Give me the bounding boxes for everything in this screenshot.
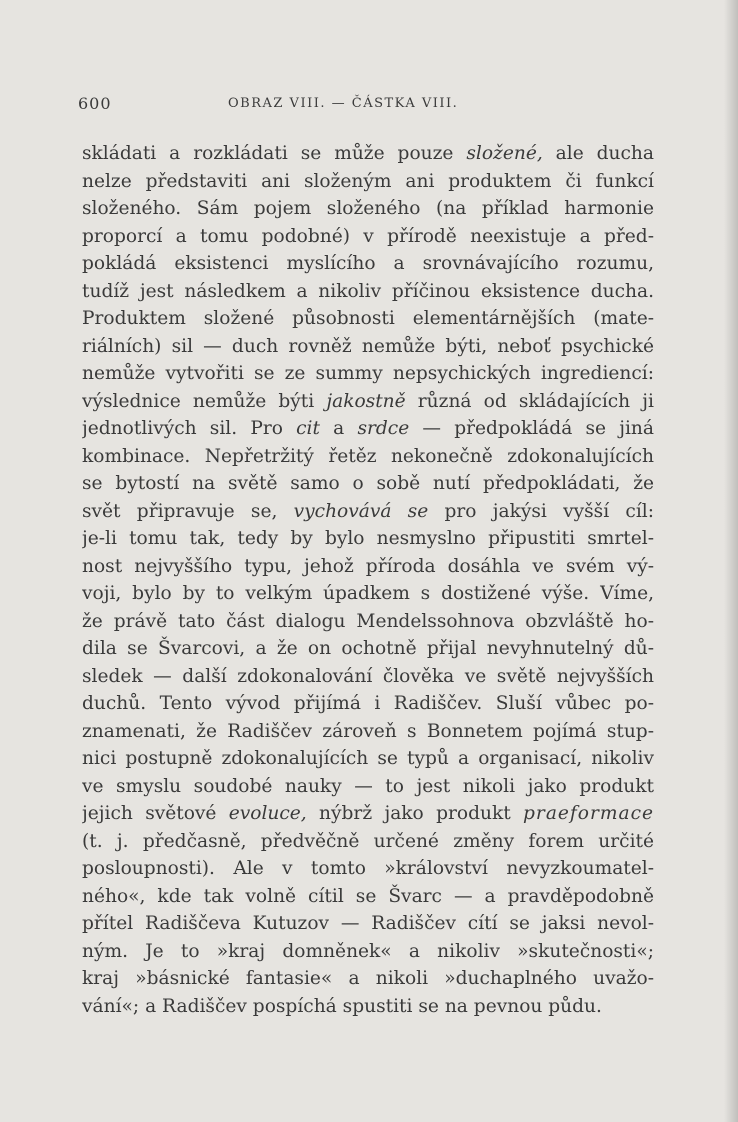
text-segment: je-li tomu tak, tedy by bylo nesmyslno připustiti smrtel- — [82, 528, 654, 549]
text-line — [82, 305, 654, 333]
text-segment: Produktem složené působnosti elementárnějších (mate- — [82, 308, 654, 329]
emphasized-text: praeformace — [523, 803, 654, 824]
text-segment: svět připravuje se, — [82, 500, 294, 522]
text-segment: ale ducha — [542, 143, 654, 164]
text-line — [82, 443, 654, 471]
text-segment: tudíž jest následkem a nikoliv příčinou eksistence ducha. — [82, 280, 654, 302]
text-line — [82, 278, 654, 306]
text-line — [82, 580, 654, 608]
text-line — [82, 525, 654, 553]
text-segment: složeného. Sám pojem složeného (na příklad harmonie — [82, 198, 654, 219]
text-line — [82, 360, 654, 388]
emphasized-text: složené, — [466, 143, 543, 164]
text-segment: pokládá eksistenci myslícího a srovnávajícího rozumu, — [82, 253, 654, 274]
text-segment: sledek — další zdokonalování člověka ve světě nejvyšších — [82, 665, 654, 687]
text-line — [82, 553, 654, 581]
text-line — [82, 388, 654, 416]
text-line — [82, 855, 654, 883]
text-segment: nici postupně zdokonalujících se typů a organisací, nikoliv — [82, 748, 654, 769]
text-segment: kombinace. Nepřetržitý řetěz nekonečně zdokonalujících — [82, 445, 654, 467]
text-line — [82, 333, 654, 361]
text-line — [82, 415, 654, 443]
text-line — [82, 910, 654, 938]
text-segment: riálních) sil — duch rovněž nemůže býti, neboť psychické — [82, 335, 654, 357]
text-segment: přítel Radiščeva Kutuzov — Radiščev cítí se jaksi nevol- — [82, 913, 654, 934]
text-segment: vání«; a Radiščev pospíchá spustiti se na pevnou půdu. — [82, 995, 602, 1017]
text-segment: voji, bylo by to velkým úpadkem s dostižené výše. Víme, — [82, 583, 654, 604]
text-segment: jejich světové — [82, 803, 229, 824]
text-segment: — předpokládá se jiná — [409, 418, 654, 439]
text-line — [82, 718, 654, 746]
text-segment: ného«, kde tak volně cítil se Švarc — a pravděpodobně — [82, 885, 654, 907]
text-segment: dila se Švarcovi, a že on ochotně přijal nevyhnutelný dů- — [82, 638, 654, 659]
text-segment: nemůže vytvořiti se ze summy nepsychických ingrediencí: — [82, 363, 654, 384]
text-line — [82, 690, 654, 718]
text-segment: různá od skládajících ji — [405, 390, 654, 412]
text-segment: nost nejvyššího typu, jehož příroda dosáhla ve svém vý- — [82, 555, 654, 577]
text-line — [82, 250, 654, 278]
emphasized-text: srdce — [357, 418, 410, 439]
text-line — [82, 828, 654, 856]
running-title: OBRAZ VIII. — ČÁSTKA VIII. — [228, 96, 459, 111]
text-segment: kraj »básnické fantasie« a nikoli »duchaplného uvažo- — [82, 968, 654, 989]
page-header — [78, 94, 653, 116]
text-segment: že právě tato část dialogu Mendelssohnova obzvláště ho- — [82, 610, 654, 632]
text-line — [82, 965, 654, 993]
text-segment: znamenati, že Radiščev zároveň s Bonnetem pojímá stup- — [82, 720, 654, 742]
text-line — [82, 608, 654, 636]
text-line — [82, 470, 654, 498]
text-segment: proporcí a tomu podobné) v přírodě neexistuje a před- — [82, 225, 654, 247]
text-segment: výslednice nemůže býti — [82, 390, 327, 412]
emphasized-text: evoluce, — [228, 803, 307, 824]
text-segment: ným. Je to »kraj domněnek« a nikoliv »skutečnosti«; — [82, 940, 654, 962]
text-line — [82, 168, 654, 196]
text-line — [82, 883, 654, 911]
text-segment: jednotlivých sil. Pro — [82, 418, 297, 439]
text-segment: pro jakýsi vyšší cíl: — [428, 500, 654, 522]
text-segment: se bytostí na světě samo o sobě nutí předpokládati, že — [82, 473, 654, 494]
emphasized-text: vychovává se — [293, 500, 429, 522]
text-line — [82, 140, 654, 168]
text-line — [82, 223, 654, 251]
emphasized-text: cit — [296, 418, 320, 439]
text-line — [82, 498, 654, 526]
text-line — [82, 745, 654, 773]
text-segment: ve smyslu soudobé nauky — to jest nikoli jako produkt — [82, 775, 654, 797]
text-line — [82, 663, 654, 691]
text-segment: skládati a rozkládati se může pouze — [82, 143, 467, 164]
emphasized-text: jakostně — [326, 390, 406, 412]
text-segment: nýbrž jako produkt — [306, 803, 524, 824]
page-edge-shadow — [724, 0, 738, 1122]
text-segment: a — [319, 418, 358, 439]
text-line — [82, 938, 654, 966]
text-line — [82, 993, 654, 1021]
text-segment: nelze představiti ani složeným ani produktem či funkcí — [82, 170, 654, 192]
text-line — [82, 635, 654, 663]
text-line — [82, 773, 654, 801]
text-line — [82, 800, 654, 828]
text-segment: (t. j. předčasně, předvěčně určené změny forem určité — [82, 830, 654, 852]
text-line — [82, 195, 654, 223]
body-text — [82, 140, 654, 1020]
page-number: 600 — [78, 94, 112, 113]
text-segment: posloupnosti). Ale v tomto »království nevyzkoumatel- — [82, 858, 654, 879]
text-segment: duchů. Tento vývod přijímá i Radiščev. Sluší vůbec po- — [82, 693, 654, 714]
